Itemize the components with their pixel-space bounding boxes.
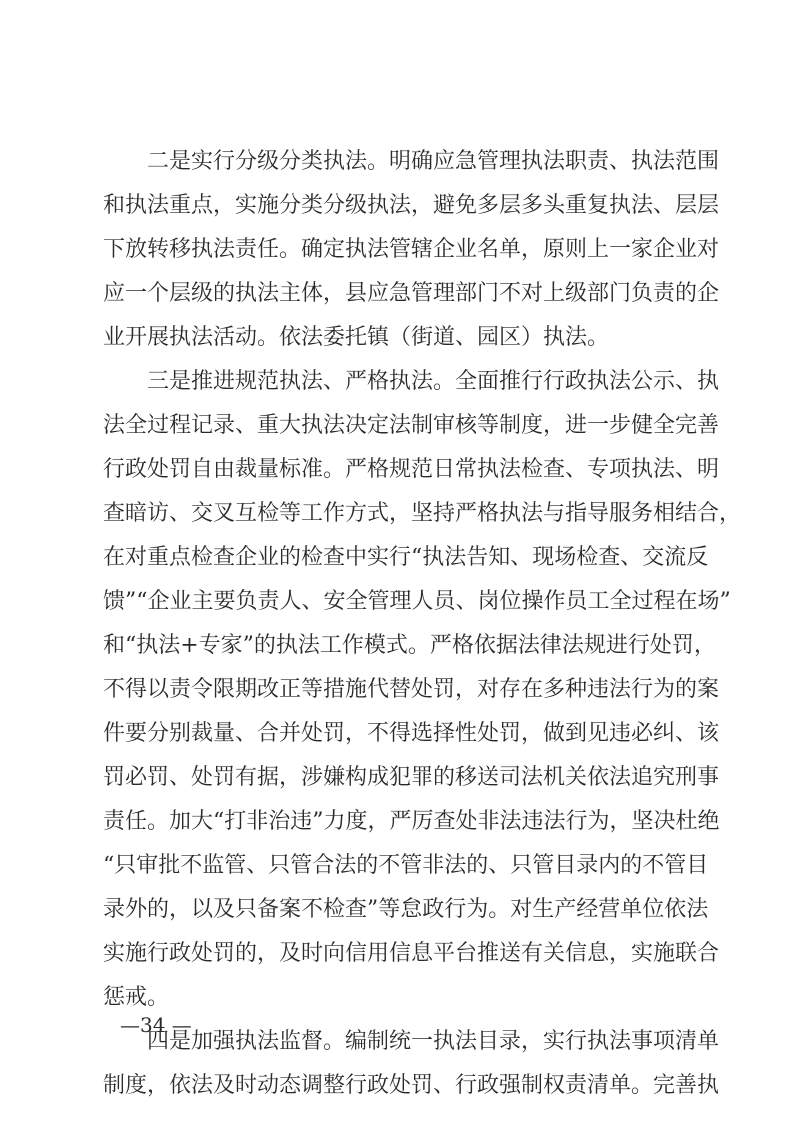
text-line: 二是实行分级分类执法。明确应急管理执法职责、执法范围 bbox=[147, 149, 720, 174]
text-line: 三是推进规范执法、严格执法。全面推行行政执法公示、执 bbox=[147, 369, 720, 394]
text-line: 法全过程记录、重大执法决定法制审核等制度，进一步健全完善 bbox=[103, 413, 720, 438]
text-line: 实施行政处罚的，及时向信用信息平台推送有关信息，实施联合 bbox=[103, 941, 720, 966]
text-line: 业开展执法活动。依法委托镇（街道、园区）执法。 bbox=[103, 325, 610, 350]
text-line: 和执法重点，实施分类分级执法，避免多层多头重复执法、层层 bbox=[103, 193, 720, 218]
text-line: 不得以责令限期改正等措施代替处罚，对存在多种违法行为的案 bbox=[103, 677, 720, 702]
text-line: 馈”“企业主要负责人、安全管理人员、岗位操作员工全过程在场” bbox=[103, 589, 731, 614]
text-line: 制度，依法及时动态调整行政处罚、行政强制权责清单。完善执 bbox=[103, 1073, 720, 1098]
text-line: 和“执法+专家”的执法工作模式。严格依据法律法规进行处罚， bbox=[103, 633, 716, 658]
text-line: 罚必罚、处罚有据，涉嫌构成犯罪的移送司法机关依法追究刑事 bbox=[103, 765, 720, 790]
text-line: 录外的，以及只备案不检查”等怠政行为。对生产经营单位依法 bbox=[103, 897, 709, 922]
text-line: 查暗访、交叉互检等工作方式，坚持严格执法与指导服务相结合， bbox=[103, 501, 742, 526]
text-line: 责任。加大“打非治违”力度，严厉查处非法违法行为，坚决杜绝 bbox=[103, 809, 720, 834]
text-line: 在对重点检查企业的检查中实行“执法告知、现场检查、交流反 bbox=[103, 545, 709, 570]
page-number: —34 — bbox=[120, 1013, 192, 1037]
text-line: 下放转移执法责任。确定执法管辖企业名单，原则上一家企业对 bbox=[103, 237, 720, 262]
text-line: 惩戒。 bbox=[103, 985, 170, 1010]
text-line: 件要分别裁量、合并处罚，不得选择性处罚，做到见违必纠、该 bbox=[103, 721, 720, 746]
text-line: “只审批不监管、只管合法的不管非法的、只管目录内的不管目 bbox=[103, 853, 709, 878]
text-line: 应一个层级的执法主体，县应急管理部门不对上级部门负责的企 bbox=[103, 281, 720, 306]
text-line: 行政处罚自由裁量标准。严格规范日常执法检查、专项执法、明 bbox=[103, 457, 720, 482]
text-line: 四是加强执法监督。编制统一执法目录，实行执法事项清单 bbox=[147, 1029, 720, 1054]
